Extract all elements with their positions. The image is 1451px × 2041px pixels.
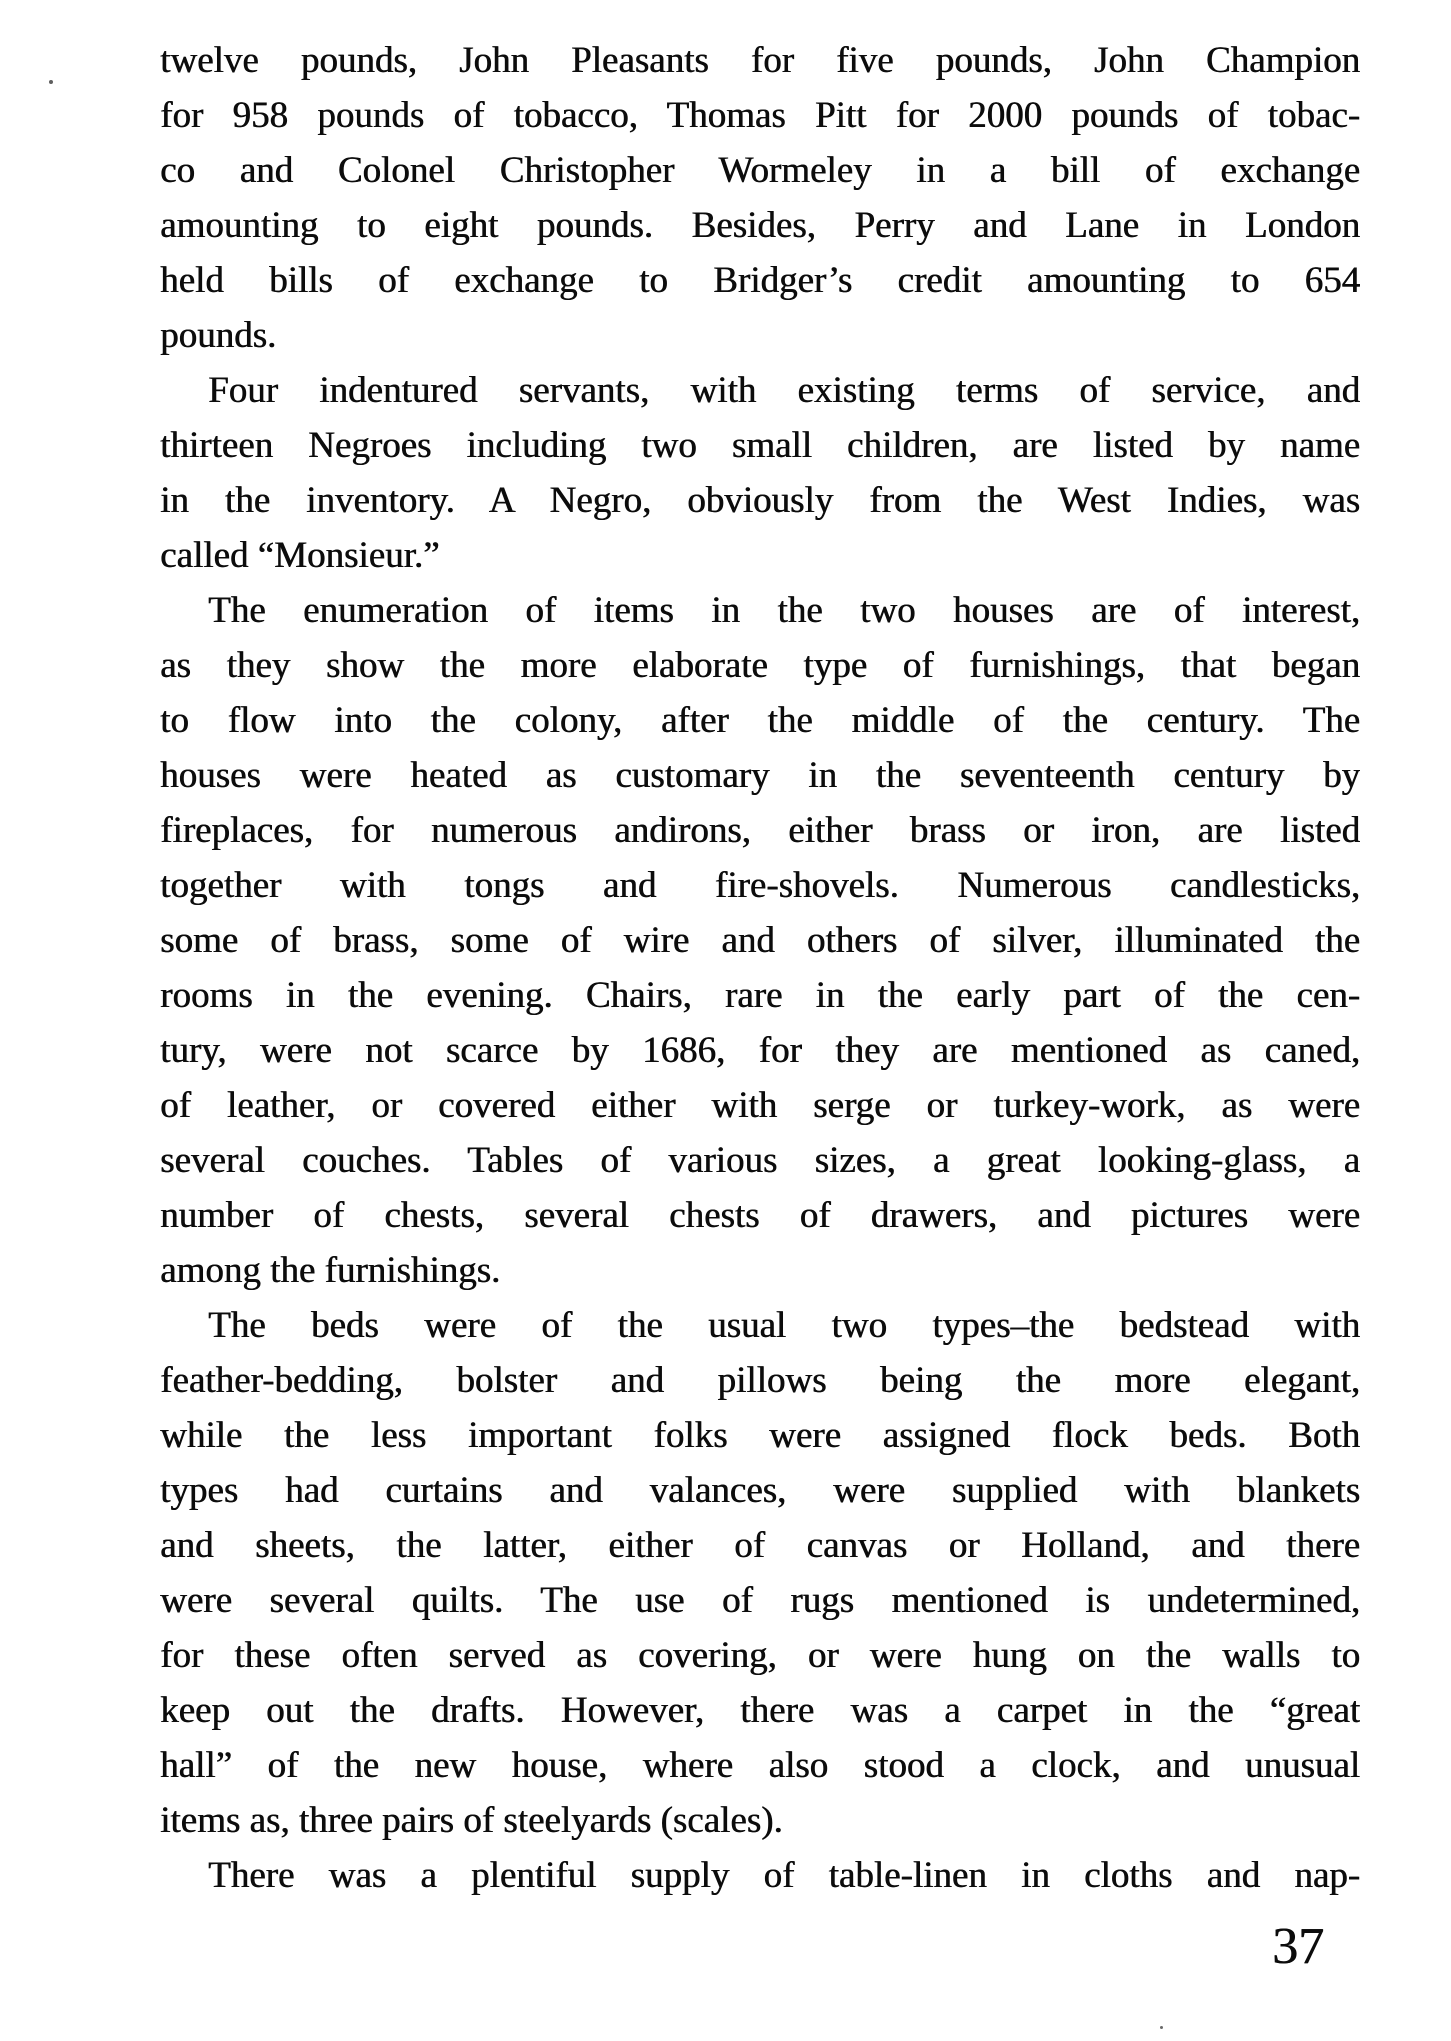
text-line: to flow into the colony, after the middle of the century. The (160, 700, 1360, 741)
text-line: hall” of the new house, where also stood a clock, and unusual (160, 1745, 1360, 1786)
text-line: held bills of exchange to Bridger’s credit amounting to 654 (160, 260, 1360, 301)
text-line: and sheets, the latter, either of canvas or Holland, and there (160, 1525, 1360, 1566)
scan-speck-icon (49, 80, 53, 84)
text-line: while the less important folks were assigned flock beds. Both (160, 1415, 1360, 1456)
text-line: rooms in the evening. Chairs, rare in the early part of the cen- (160, 975, 1360, 1016)
text-line: some of brass, some of wire and others of silver, illuminated the (160, 920, 1360, 961)
text-line: in the inventory. A Negro, obviously from the West Indies, was (160, 480, 1360, 521)
text-line: twelve pounds, John Pleasants for five pounds, John Champion (160, 40, 1360, 81)
text-line: houses were heated as customary in the seventeenth century by (160, 755, 1360, 796)
text-line: Four indentured servants, with existing terms of service, and (208, 370, 1360, 411)
text-line: together with tongs and fire-shovels. Numerous candlesticks, (160, 865, 1360, 906)
scan-speck-icon (1160, 2026, 1163, 2029)
page-number: 37 (1272, 1918, 1324, 1975)
text-line: items as, three pairs of steelyards (scales). (160, 1800, 783, 1841)
text-line: were several quilts. The use of rugs mentioned is undetermined, (160, 1580, 1360, 1621)
text-line: among the furnishings. (160, 1250, 501, 1291)
text-line: number of chests, several chests of drawers, and pictures were (160, 1195, 1360, 1236)
text-line: several couches. Tables of various sizes, a great looking-glass, a (160, 1140, 1360, 1181)
text-line: feather-bedding, bolster and pillows being the more elegant, (160, 1360, 1360, 1401)
text-line: There was a plentiful supply of table-linen in cloths and nap- (208, 1855, 1360, 1896)
text-line: keep out the drafts. However, there was a carpet in the “great (160, 1690, 1360, 1731)
text-block (160, 33, 1360, 1903)
paragraph (160, 583, 1360, 1298)
text-line: types had curtains and valances, were supplied with blankets (160, 1470, 1360, 1511)
text-line: called “Monsieur.” (160, 535, 440, 576)
text-line: fireplaces, for numerous andirons, either brass or iron, are listed (160, 810, 1360, 851)
text-line: amounting to eight pounds. Besides, Perry and Lane in London (160, 205, 1360, 246)
paragraph (160, 1298, 1360, 1848)
paragraph (160, 363, 1360, 583)
text-line: The enumeration of items in the two houses are of interest, (208, 590, 1360, 631)
text-line: The beds were of the usual two types–the bedstead with (208, 1305, 1360, 1346)
text-line: tury, were not scarce by 1686, for they are mentioned as caned, (160, 1030, 1360, 1071)
text-line: thirteen Negroes including two small children, are listed by name (160, 425, 1360, 466)
text-line: pounds. (160, 315, 277, 356)
text-line: for these often served as covering, or were hung on the walls to (160, 1635, 1360, 1676)
paragraph (160, 33, 1360, 363)
text-line: as they show the more elaborate type of furnishings, that began (160, 645, 1360, 686)
paragraph (160, 1848, 1360, 1903)
text-line: for 958 pounds of tobacco, Thomas Pitt for 2000 pounds of tobac- (160, 95, 1360, 136)
text-line: co and Colonel Christopher Wormeley in a bill of exchange (160, 150, 1360, 191)
text-line: of leather, or covered either with serge or turkey-work, as were (160, 1085, 1360, 1126)
